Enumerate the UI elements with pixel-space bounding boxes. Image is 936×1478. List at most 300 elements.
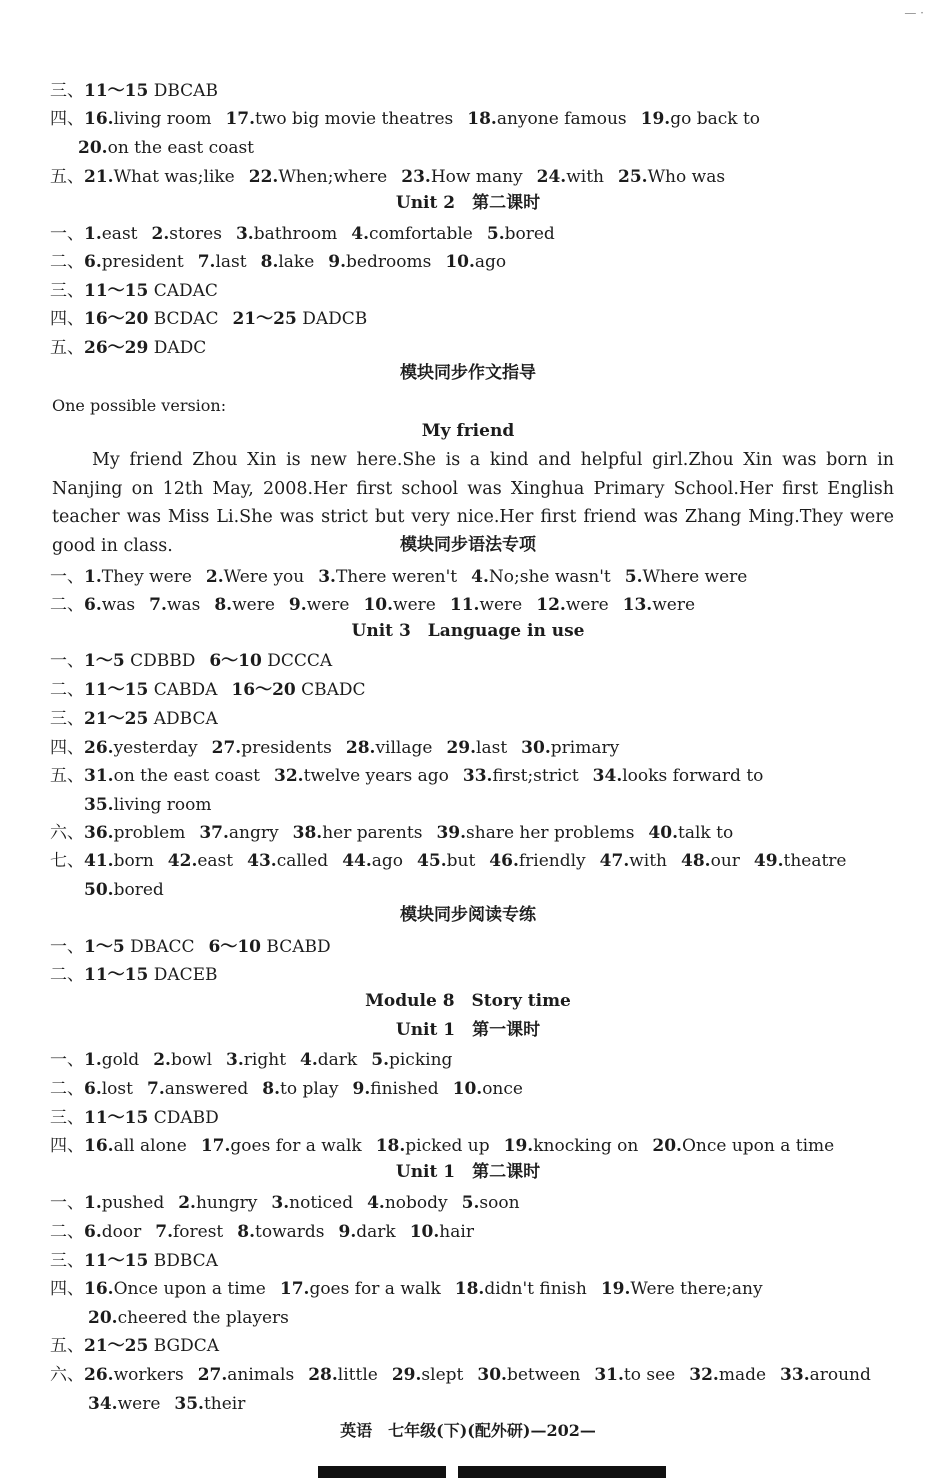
answer-item [328, 252, 431, 272]
item-answer: dark [317, 1050, 358, 1070]
item-answer: finished [370, 1079, 439, 1099]
item-number: 4. [367, 1193, 385, 1213]
answer-line [50, 1192, 534, 1214]
section-prefix: 一、 [50, 1050, 84, 1070]
answer-item [271, 1193, 353, 1213]
answer-line [50, 679, 380, 701]
answer-line [50, 308, 381, 330]
item-answer: living room [113, 109, 212, 129]
section-heading: Unit 3 Language in use [351, 621, 585, 641]
item-number: 30. [477, 1365, 507, 1385]
answer-line [50, 1078, 537, 1100]
item-answer: goes for a walk [230, 1136, 362, 1156]
answer-item [318, 567, 457, 587]
item-number: 5. [371, 1050, 389, 1070]
answer-item [84, 1193, 164, 1213]
item-number: 3. [235, 224, 254, 244]
item-answer: DACEB [148, 965, 218, 985]
section-heading: Unit 1 第一课时 [395, 1020, 541, 1040]
item-answer: cheered the players [117, 1308, 289, 1328]
item-number: 21. [84, 167, 114, 187]
item-number: 19. [600, 1279, 631, 1299]
item-answer: ago [371, 851, 404, 871]
item-answer: last [215, 252, 247, 272]
section-prefix: 二、 [50, 1222, 84, 1242]
section-prefix: 一、 [50, 651, 84, 671]
item-answer: go back to [670, 109, 761, 129]
answer-item [308, 1365, 378, 1385]
answer-item [84, 680, 217, 700]
item-number: 4. [471, 567, 489, 587]
answer-line [78, 137, 268, 159]
answer-line [50, 1278, 777, 1300]
item-answer: hair [439, 1222, 474, 1242]
item-number: 29. [391, 1365, 422, 1385]
answer-item [88, 1394, 160, 1414]
answer-item [625, 567, 748, 587]
answer-item [226, 1050, 286, 1070]
answer-item [594, 1365, 675, 1385]
item-number: 8. [260, 252, 279, 272]
section-prefix: 六、 [50, 823, 84, 843]
item-answer: between [506, 1365, 581, 1385]
answer-item [376, 1136, 490, 1156]
item-answer: lake [278, 252, 315, 272]
item-answer: were [117, 1394, 161, 1414]
item-answer: When;where [278, 167, 388, 187]
answer-line [84, 794, 225, 816]
item-answer: right [243, 1050, 287, 1070]
item-number: 3. [318, 567, 336, 587]
item-number: 6～10 [208, 937, 261, 957]
item-number: 6～10 [209, 651, 262, 671]
answer-line [50, 765, 777, 787]
item-answer: two big movie theatres [255, 109, 454, 129]
answer-item [300, 1050, 357, 1070]
section-heading: 模块同步语法专项 [400, 535, 536, 555]
answer-item [367, 1193, 448, 1213]
item-number: 32. [689, 1365, 719, 1385]
item-answer: workers [113, 1365, 184, 1385]
answer-line [50, 1250, 232, 1272]
answer-item [198, 252, 247, 272]
item-answer: DADC [148, 338, 207, 358]
section-prefix: 五、 [50, 338, 84, 358]
answer-item [84, 965, 218, 985]
item-answer: nobody [384, 1193, 448, 1213]
item-answer: goes for a walk [309, 1279, 441, 1299]
corner-mark: — · [904, 6, 924, 20]
section-prefix: 一、 [50, 224, 84, 244]
item-number: 30. [521, 738, 551, 758]
item-number: 42. [167, 851, 198, 871]
item-answer: was [101, 595, 136, 615]
section-prefix: 四、 [50, 309, 84, 329]
item-number: 7. [155, 1222, 173, 1242]
answer-item [455, 1279, 587, 1299]
item-number: 24. [536, 167, 567, 187]
item-answer: ago [474, 252, 507, 272]
item-answer: CADAC [148, 281, 218, 301]
item-number: 1～5 [84, 937, 125, 957]
item-number: 37. [199, 823, 229, 843]
item-answer: theatre [783, 851, 847, 871]
item-answer: CBADC [295, 680, 366, 700]
answer-item [212, 738, 332, 758]
item-number: 25. [618, 167, 648, 187]
item-number: 2. [205, 567, 224, 587]
answer-item [84, 937, 195, 957]
item-number: 10. [409, 1222, 440, 1242]
item-answer: ADBCA [148, 709, 218, 729]
item-answer: little [337, 1365, 378, 1385]
section-prefix: 三、 [50, 1108, 84, 1128]
item-number: 33. [780, 1365, 810, 1385]
item-answer: living room [113, 795, 212, 815]
answer-item [168, 851, 233, 871]
item-number: 28. [308, 1365, 338, 1385]
answer-item [84, 224, 138, 244]
item-answer: There weren't [335, 567, 458, 587]
item-number: 3. [271, 1193, 290, 1213]
item-number: 11～15 [84, 281, 149, 301]
section-prefix: 五、 [50, 1336, 84, 1356]
section-prefix: 四、 [50, 738, 84, 758]
answer-item [153, 1050, 212, 1070]
item-number: 16. [84, 1136, 114, 1156]
item-answer: primary [550, 738, 620, 758]
answer-item [231, 680, 365, 700]
item-number: 17. [279, 1279, 310, 1299]
answer-item [198, 1365, 295, 1385]
answer-item [417, 851, 475, 871]
answer-item [209, 651, 332, 671]
answer-item [689, 1365, 766, 1385]
section-prefix: 四、 [50, 1279, 84, 1299]
footer-bar-right [458, 1466, 666, 1478]
item-answer: Who was [647, 167, 726, 187]
item-answer: were [393, 595, 436, 615]
answer-line [50, 1049, 466, 1071]
item-number: 3. [226, 1050, 244, 1070]
item-answer: but [446, 851, 476, 871]
answer-item [206, 567, 304, 587]
answer-item [84, 738, 198, 758]
item-answer: didn't finish [484, 1279, 587, 1299]
item-answer: her parents [322, 823, 423, 843]
item-answer: friendly [518, 851, 586, 871]
section-prefix: 四、 [50, 109, 84, 129]
answer-item [371, 1050, 452, 1070]
item-answer: looks forward to [622, 766, 764, 786]
item-number: 1. [84, 1193, 102, 1213]
item-answer: picking [388, 1050, 453, 1070]
item-number: 29. [446, 738, 477, 758]
item-number: 28. [345, 738, 376, 758]
item-number: 2. [153, 1050, 171, 1070]
answer-item [84, 1251, 218, 1271]
answer-item [84, 595, 135, 615]
item-answer: BGDCA [148, 1336, 220, 1356]
item-answer: DBACC [124, 937, 195, 957]
item-answer: Once upon a time [681, 1136, 835, 1156]
item-answer: east [101, 224, 138, 244]
answer-item [623, 595, 695, 615]
answer-item [754, 851, 847, 871]
section-prefix: 七、 [50, 851, 84, 871]
item-number: 6. [84, 252, 102, 272]
item-number: 6. [84, 595, 102, 615]
answer-line [50, 280, 232, 302]
item-number: 1. [84, 567, 102, 587]
item-number: 11. [449, 595, 480, 615]
item-answer: bored [504, 224, 555, 244]
item-number: 27. [197, 1365, 228, 1385]
answer-item [289, 595, 350, 615]
item-number: 11～15 [84, 680, 149, 700]
answer-item [214, 595, 275, 615]
answer-item [84, 1136, 187, 1156]
item-answer: our [710, 851, 740, 871]
section-prefix: 五、 [50, 167, 84, 187]
item-answer: No;she wasn't [488, 567, 611, 587]
item-answer: gold [101, 1050, 140, 1070]
section-prefix: 三、 [50, 1251, 84, 1271]
item-answer: They were [101, 567, 192, 587]
answer-line [50, 108, 774, 130]
item-answer: How many [430, 167, 523, 187]
section-heading: Unit 1 第二课时 [395, 1162, 541, 1182]
item-number: 5. [461, 1193, 480, 1213]
answer-item [249, 167, 387, 187]
item-number: 41. [84, 851, 114, 871]
answer-item [274, 766, 449, 786]
answer-item [84, 567, 192, 587]
item-number: 9. [352, 1079, 371, 1099]
item-number: 26～29 [84, 338, 149, 358]
answer-item [410, 1222, 474, 1242]
item-number: 21～25 [232, 309, 297, 329]
item-number: 4. [300, 1050, 318, 1070]
item-answer: hungry [195, 1193, 258, 1213]
section-prefix: 四、 [50, 1136, 84, 1156]
answer-item [477, 1365, 580, 1385]
item-answer: soon [479, 1193, 520, 1213]
answer-item [84, 851, 154, 871]
answer-item [780, 1365, 871, 1385]
answer-line [88, 1307, 303, 1329]
answer-item [504, 1136, 639, 1156]
item-answer: forest [172, 1222, 224, 1242]
item-answer: comfortable [368, 224, 473, 244]
section-prefix: 三、 [50, 709, 84, 729]
item-number: 7. [197, 252, 216, 272]
answer-item [618, 167, 725, 187]
section-prefix: 一、 [50, 567, 84, 587]
item-answer: were [652, 595, 696, 615]
answer-item [155, 1222, 223, 1242]
item-number: 20. [88, 1308, 118, 1328]
item-answer: east [197, 851, 234, 871]
item-answer: bathroom [253, 224, 338, 244]
answer-item [78, 138, 254, 158]
version-label: One possible version: [52, 396, 227, 415]
item-answer: Where were [642, 567, 748, 587]
item-answer: Were you [223, 567, 305, 587]
item-number: 40. [648, 823, 678, 843]
item-number: 11～15 [84, 1251, 149, 1271]
item-number: 46. [489, 851, 519, 871]
section-prefix: 二、 [50, 1079, 84, 1099]
answer-item [236, 224, 337, 244]
answer-line [84, 879, 178, 901]
item-number: 49. [753, 851, 784, 871]
answer-line [50, 80, 232, 102]
answer-line [50, 850, 860, 872]
answer-item [201, 1136, 362, 1156]
answer-item [342, 851, 403, 871]
item-number: 44. [342, 851, 372, 871]
item-number: 9. [288, 595, 307, 615]
item-answer: were [232, 595, 275, 615]
section-heading: Module 8 Story time [365, 991, 571, 1011]
item-number: 20. [652, 1136, 682, 1156]
item-number: 31. [594, 1365, 624, 1385]
item-number: 5. [624, 567, 643, 587]
item-answer: bored [113, 880, 164, 900]
item-number: 23. [401, 167, 431, 187]
answer-line [50, 737, 633, 759]
item-number: 17. [200, 1136, 231, 1156]
item-answer: problem [113, 823, 186, 843]
answer-item [84, 1222, 141, 1242]
item-number: 9. [328, 252, 347, 272]
item-answer: BCDAC [148, 309, 219, 329]
section-heading: 模块同步阅读专练 [400, 905, 536, 925]
answer-item [351, 224, 473, 244]
answer-item [84, 1336, 219, 1356]
answer-item [467, 109, 626, 129]
item-answer: were [565, 595, 609, 615]
item-number: 6. [84, 1079, 102, 1099]
answer-item [147, 1079, 248, 1099]
item-number: 18. [375, 1136, 406, 1156]
answer-item [84, 651, 195, 671]
answer-line [50, 822, 747, 844]
answer-item [346, 738, 433, 758]
answer-item [174, 1394, 245, 1414]
section-heading: Unit 2 第二课时 [395, 193, 541, 213]
item-answer: president [101, 252, 184, 272]
item-number: 12. [536, 595, 566, 615]
answer-item [600, 851, 667, 871]
item-answer: stores [169, 224, 222, 244]
item-number: 8. [214, 595, 233, 615]
item-number: 2. [151, 224, 170, 244]
item-number: 33. [462, 766, 493, 786]
item-answer: Were there;any [630, 1279, 763, 1299]
answer-item [489, 851, 585, 871]
answer-line [50, 251, 520, 273]
answer-item [232, 309, 367, 329]
item-answer: anyone famous [496, 109, 627, 129]
answer-item [353, 1079, 439, 1099]
item-number: 7. [146, 1079, 165, 1099]
answer-item [648, 823, 733, 843]
item-answer: CDBBD [124, 651, 196, 671]
answer-item [339, 1222, 396, 1242]
item-answer: talk to [678, 823, 734, 843]
item-answer: made [718, 1365, 767, 1385]
answer-item [84, 1279, 266, 1299]
answer-line [50, 650, 346, 672]
answer-item [84, 309, 218, 329]
item-answer: all alone [113, 1136, 187, 1156]
item-answer: with [566, 167, 604, 187]
item-number: 27. [211, 738, 242, 758]
answer-item [88, 1308, 289, 1328]
answer-line [50, 337, 220, 359]
answer-item [199, 823, 278, 843]
answer-item [84, 766, 260, 786]
item-answer: angry [228, 823, 279, 843]
answer-item [436, 823, 634, 843]
section-prefix: 二、 [50, 252, 84, 272]
answer-item [152, 224, 222, 244]
answer-line [50, 1221, 488, 1243]
item-number: 18. [467, 109, 497, 129]
item-number: 50. [84, 880, 114, 900]
item-number: 11～15 [84, 81, 149, 101]
item-answer: twelve years ago [303, 766, 449, 786]
item-answer: with [629, 851, 668, 871]
answer-item [392, 1365, 464, 1385]
section-prefix: 六、 [50, 1365, 84, 1385]
answer-item [593, 766, 764, 786]
item-answer: called [276, 851, 329, 871]
answer-item [84, 109, 211, 129]
answer-item [209, 937, 331, 957]
answer-item [652, 1136, 834, 1156]
item-answer: DADCB [296, 309, 368, 329]
item-number: 39. [436, 823, 467, 843]
answer-item [463, 766, 579, 786]
item-number: 34. [88, 1394, 118, 1414]
item-number: 1. [84, 224, 102, 244]
answer-line [50, 708, 232, 730]
item-number: 1. [84, 1050, 102, 1070]
answer-item [445, 252, 506, 272]
item-answer: first;strict [492, 766, 579, 786]
item-answer: lost [101, 1079, 133, 1099]
item-answer: noticed [289, 1193, 354, 1213]
section-heading: 模块同步作文指导 [400, 363, 536, 383]
answer-item [601, 1279, 763, 1299]
section-prefix: 一、 [50, 937, 84, 957]
item-number: 21～25 [84, 709, 149, 729]
item-answer: around [809, 1365, 871, 1385]
answer-item [641, 109, 760, 129]
item-answer: DCCCA [261, 651, 333, 671]
answer-item [84, 795, 211, 815]
item-number: 47. [599, 851, 630, 871]
item-number: 22. [248, 167, 279, 187]
answer-item [84, 81, 218, 101]
item-answer: BDBCA [148, 1251, 218, 1271]
item-number: 19. [640, 109, 671, 129]
item-number: 7. [149, 595, 167, 615]
section-prefix: 三、 [50, 281, 84, 301]
